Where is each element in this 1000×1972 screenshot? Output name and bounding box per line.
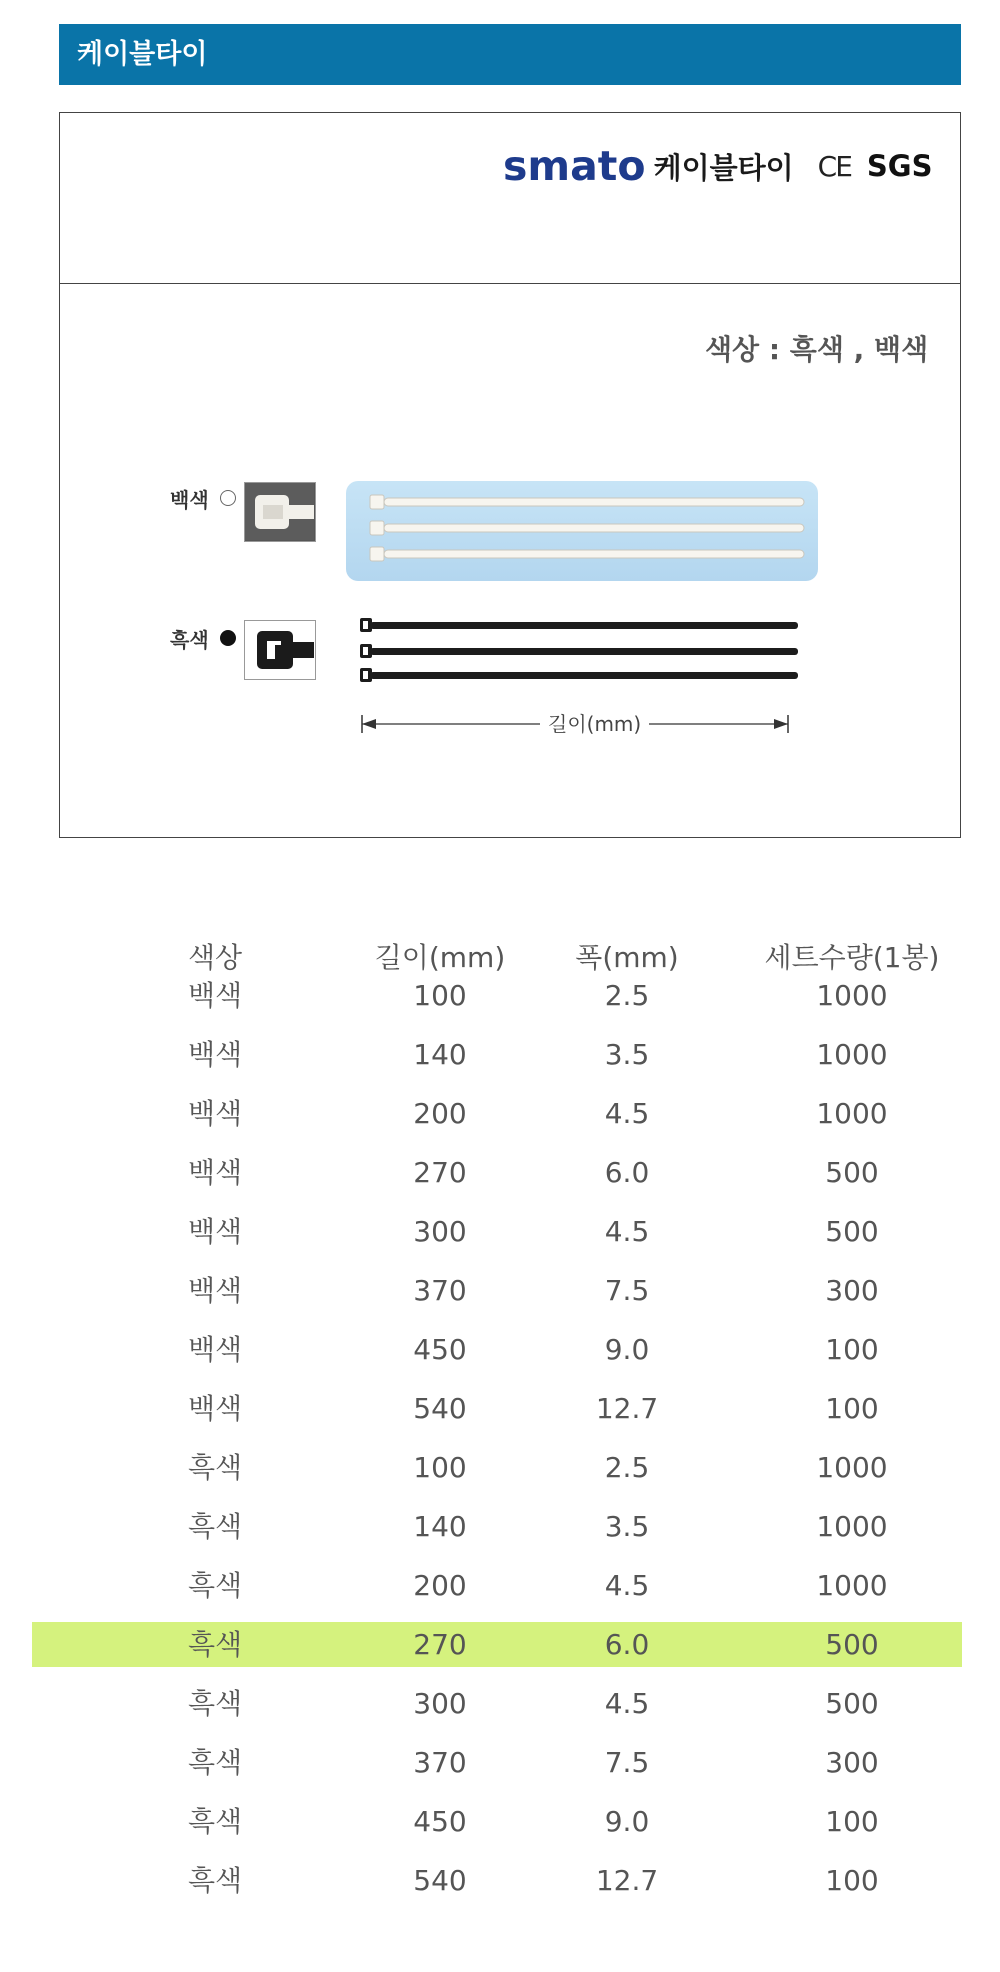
cell-quantity: 1000: [816, 1097, 888, 1130]
black-tie-head-image: [244, 620, 316, 680]
cell-width: 4.5: [604, 1687, 650, 1720]
black-swatch-label: 흑색: [170, 628, 209, 652]
cell-width: 2.5: [604, 1451, 650, 1484]
cell-quantity: 1000: [816, 1569, 888, 1602]
cell-length: 270: [413, 1156, 467, 1189]
cell-width: 4.5: [604, 1097, 650, 1130]
cell-color: 백색: [187, 979, 243, 1012]
cell-color: 흑색: [187, 1746, 243, 1779]
header-width: 폭(mm): [575, 941, 679, 974]
table-row: [32, 1504, 962, 1549]
brand-line: [503, 141, 932, 191]
brand-product-name: 케이블타이: [653, 150, 794, 185]
header-length: 길이(mm): [374, 941, 506, 974]
table-row: [32, 1150, 962, 1195]
black-ties-image: [360, 614, 800, 714]
white-swatch-label: 백색: [170, 488, 209, 512]
cell-quantity: 100: [825, 1333, 879, 1366]
cell-color: 백색: [187, 1215, 243, 1248]
cell-quantity: 500: [825, 1156, 879, 1189]
cell-length: 540: [413, 1864, 467, 1897]
cell-quantity: 1000: [816, 1038, 888, 1071]
table-row: [32, 1799, 962, 1844]
cell-width: 9.0: [604, 1805, 650, 1838]
cell-width: 12.7: [595, 1392, 659, 1425]
cell-length: 200: [413, 1097, 467, 1130]
white-tie-head-image: [244, 482, 316, 542]
cell-length: 270: [413, 1628, 467, 1661]
table-row: [32, 1327, 962, 1372]
cell-quantity: 100: [825, 1805, 879, 1838]
cell-quantity: 1000: [816, 1451, 888, 1484]
cell-width: 12.7: [595, 1864, 659, 1897]
table-row: [32, 1858, 962, 1903]
table-row: [32, 1386, 962, 1431]
cell-quantity: 1000: [816, 979, 888, 1012]
cell-color: 백색: [187, 1156, 243, 1189]
smato-logo: smato: [503, 141, 646, 190]
cell-length: 300: [413, 1687, 467, 1720]
cell-color: 흑색: [187, 1628, 243, 1661]
length-dimension-label: 길이(mm): [540, 708, 649, 737]
cell-width: 4.5: [604, 1569, 650, 1602]
cell-length: 370: [413, 1746, 467, 1779]
cell-length: 100: [413, 1451, 467, 1484]
cell-quantity: 1000: [816, 1510, 888, 1543]
cell-width: 6.0: [604, 1156, 650, 1189]
cell-color: 흑색: [187, 1805, 243, 1838]
color-note: 색상 : 흑색 , 백색: [705, 333, 929, 366]
cell-quantity: 100: [825, 1864, 879, 1897]
section-title: 케이블타이: [77, 39, 208, 70]
product-image-panel: [59, 283, 961, 838]
white-ties-image: [346, 481, 818, 581]
cell-color: 흑색: [187, 1569, 243, 1602]
cell-color: 백색: [187, 1038, 243, 1071]
cell-length: 100: [413, 979, 467, 1012]
table-row: [32, 1268, 962, 1313]
table-row: [32, 1032, 962, 1077]
cell-length: 140: [413, 1038, 467, 1071]
cell-width: 7.5: [604, 1746, 650, 1779]
cell-quantity: 300: [825, 1746, 879, 1779]
header-color: 색상: [187, 941, 243, 974]
cell-length: 300: [413, 1215, 467, 1248]
cell-color: 백색: [187, 1274, 243, 1307]
cell-color: 백색: [187, 1333, 243, 1366]
cell-length: 200: [413, 1569, 467, 1602]
header-quantity: 세트수량(1봉): [764, 941, 940, 974]
table-row: [32, 1622, 962, 1667]
cell-quantity: 500: [825, 1215, 879, 1248]
cell-color: 백색: [187, 1392, 243, 1425]
cell-color: 흑색: [187, 1451, 243, 1484]
cell-color: 백색: [187, 1097, 243, 1130]
cell-color: 흑색: [187, 1864, 243, 1897]
cell-quantity: 500: [825, 1687, 879, 1720]
table-row: [32, 1445, 962, 1490]
cell-quantity: 300: [825, 1274, 879, 1307]
cell-quantity: 500: [825, 1628, 879, 1661]
table-row: [32, 1209, 962, 1254]
cell-width: 9.0: [604, 1333, 650, 1366]
cell-width: 6.0: [604, 1628, 650, 1661]
cell-width: 7.5: [604, 1274, 650, 1307]
sgs-mark-icon: SGS: [866, 149, 933, 183]
table-row: [32, 1563, 962, 1608]
cell-length: 450: [413, 1333, 467, 1366]
cell-color: 흑색: [187, 1510, 243, 1543]
table-row: [32, 1681, 962, 1726]
cell-width: 3.5: [604, 1510, 650, 1543]
cell-width: 4.5: [604, 1215, 650, 1248]
ce-mark-icon: CE: [817, 149, 851, 183]
cell-width: 2.5: [604, 979, 650, 1012]
table-row: [32, 973, 962, 1018]
cell-length: 140: [413, 1510, 467, 1543]
cell-length: 370: [413, 1274, 467, 1307]
cell-length: 540: [413, 1392, 467, 1425]
table-row: [32, 1740, 962, 1785]
brand-panel: [59, 112, 961, 284]
cell-color: 흑색: [187, 1687, 243, 1720]
section-title-bar: [59, 24, 961, 85]
cell-width: 3.5: [604, 1038, 650, 1071]
white-circle-icon: [220, 490, 236, 506]
cell-length: 450: [413, 1805, 467, 1838]
cell-quantity: 100: [825, 1392, 879, 1425]
black-circle-icon: [220, 630, 236, 646]
table-row: [32, 1091, 962, 1136]
